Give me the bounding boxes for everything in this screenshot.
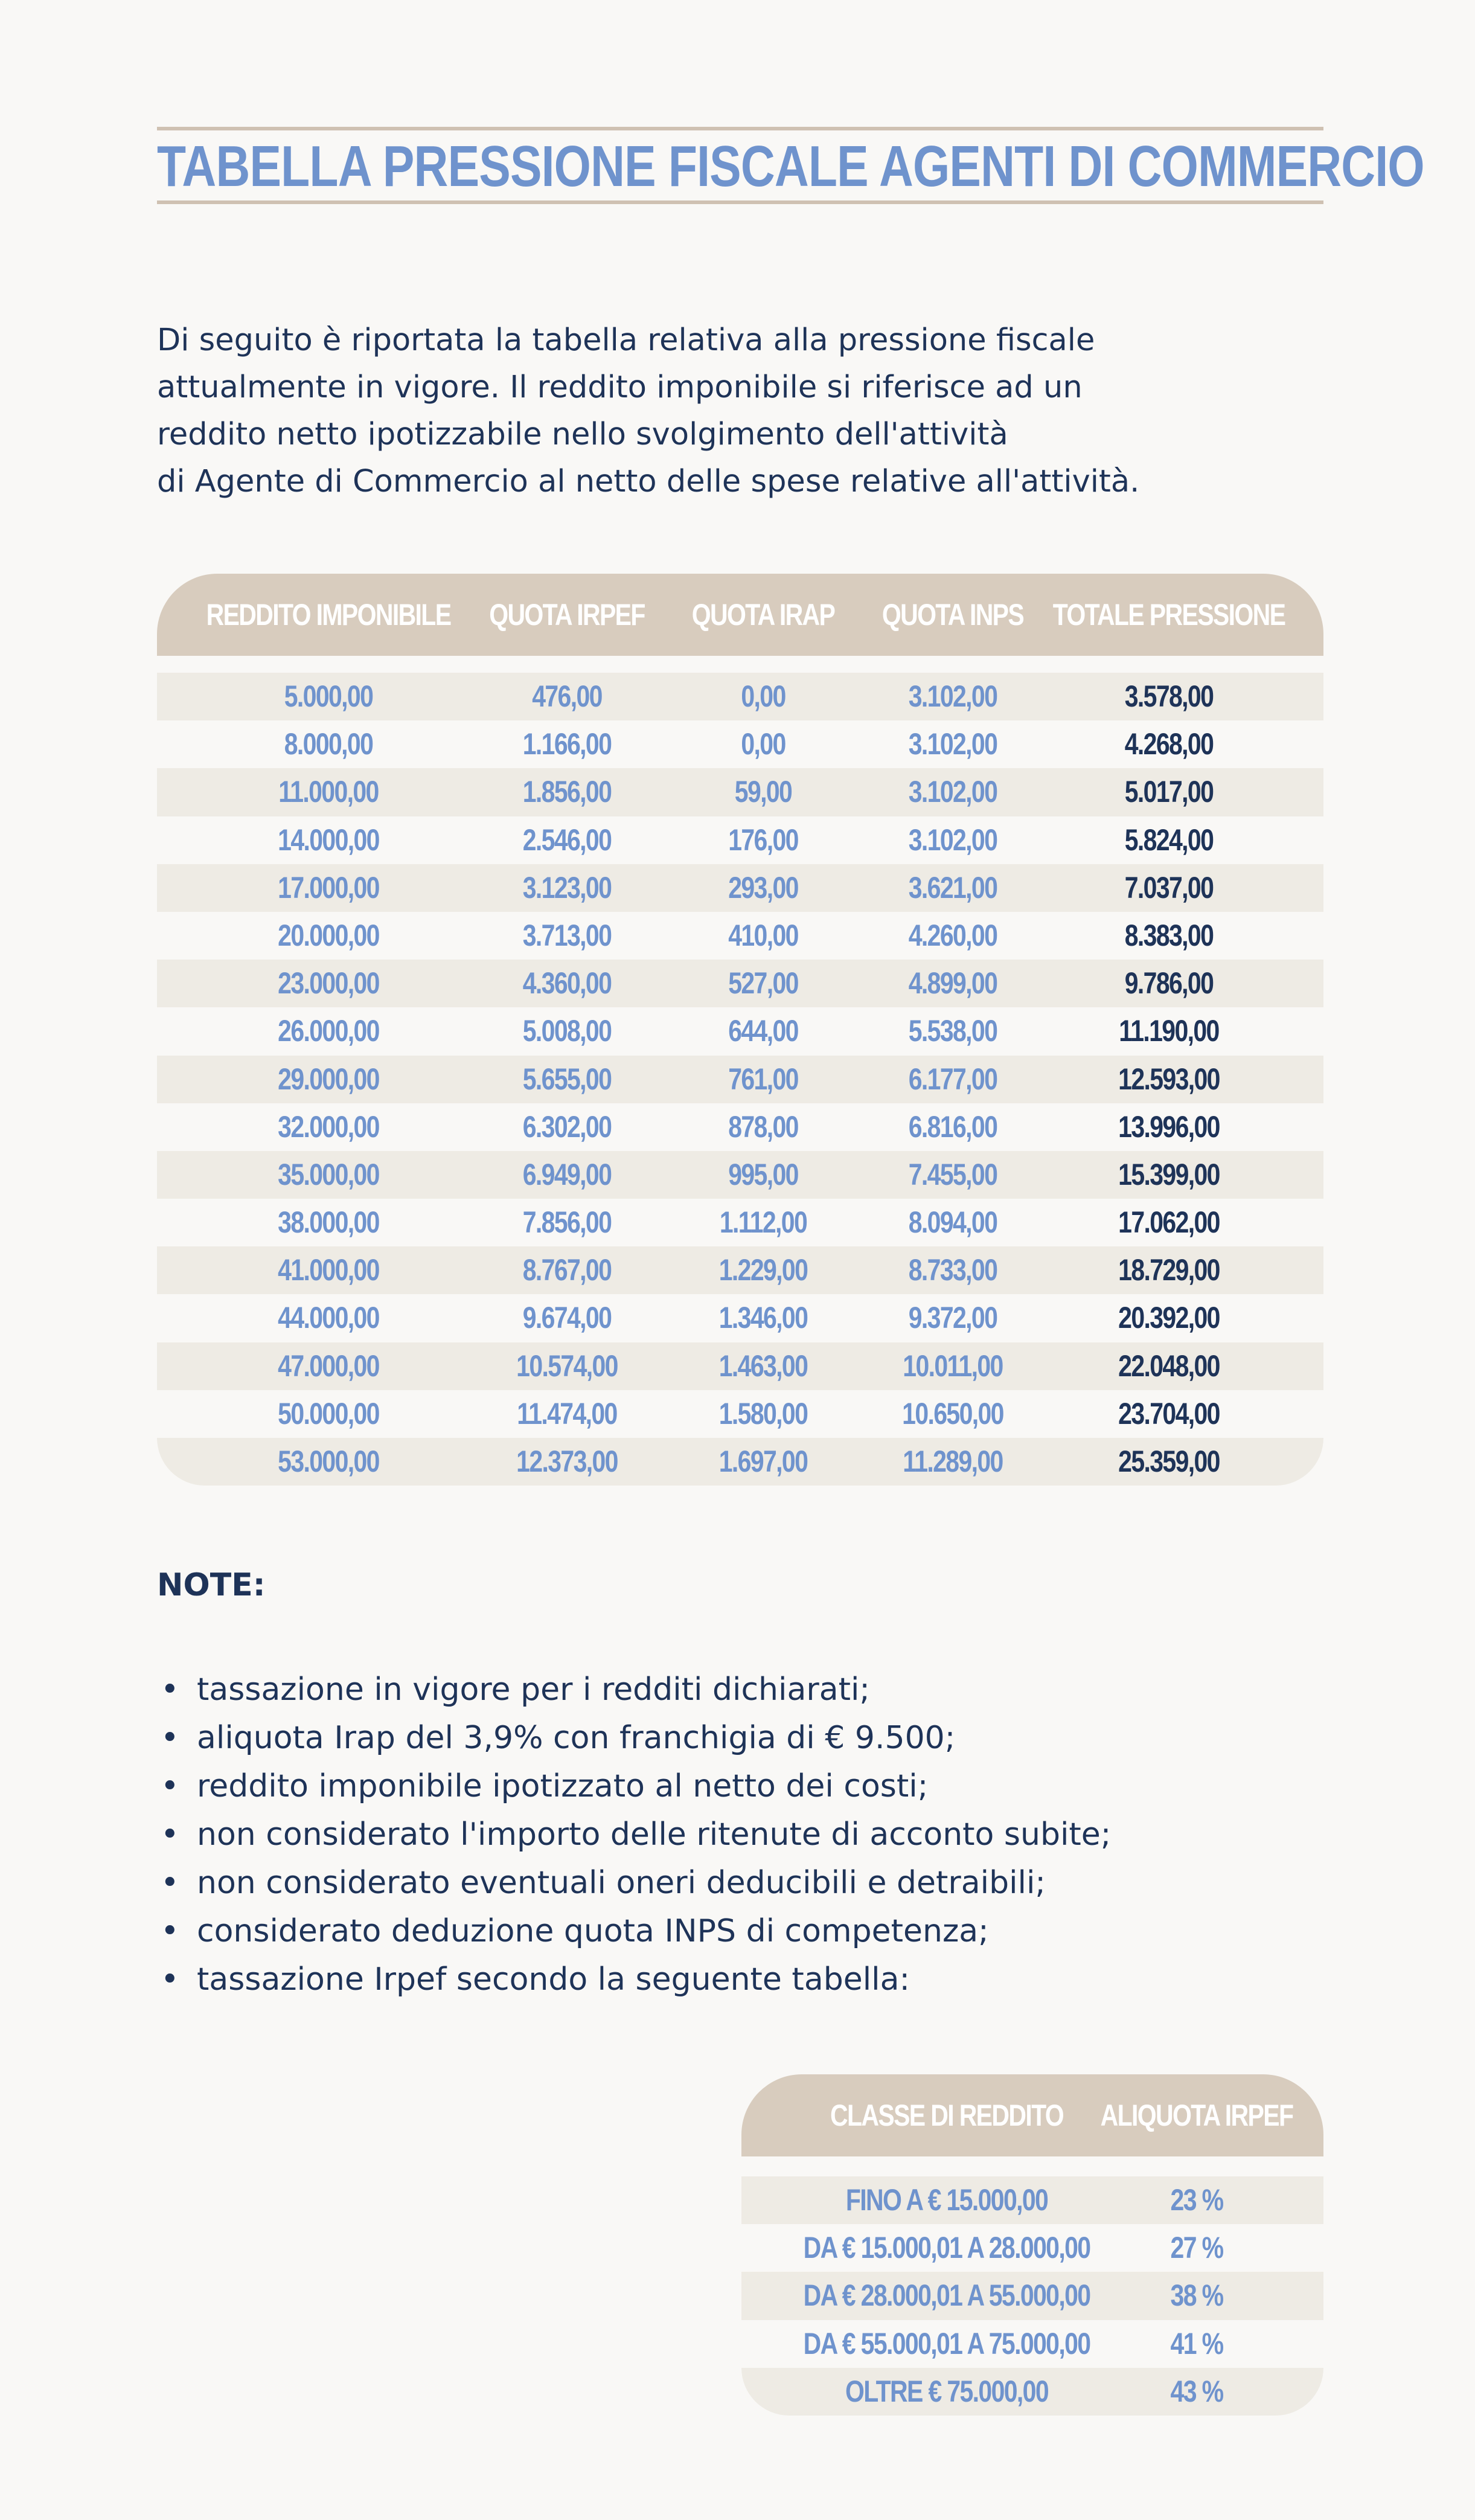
page-title: TABELLA PRESSIONE FISCALE AGENTI DI COMMERCIO [157,134,1424,199]
table-row [741,2368,1323,2416]
cell-irap: 1.580,00 [718,1396,808,1431]
note-text: non considerato l'importo delle ritenute di acconto subite; [197,1816,1112,1853]
cell-totale: 22.048,00 [1118,1348,1220,1383]
bullet-icon: • [161,1961,179,1998]
cell-totale: 4.268,00 [1124,727,1214,761]
cell-irpef: 4.360,00 [522,966,612,1001]
cell-reddito: 35.000,00 [278,1157,379,1191]
table-row [157,1294,1323,1342]
cell-totale: 23.704,00 [1118,1396,1220,1431]
col-header-aliquota: ALIQUOTA IRPEF [1100,2098,1293,2132]
cell-reddito: 53.000,00 [278,1444,379,1478]
cell-irap: 1.229,00 [718,1253,808,1287]
cell-classe: DA € 55.000,01 A 75.000,00 [803,2326,1090,2361]
table-row [157,673,1323,720]
cell-aliquota: 38 % [1170,2278,1223,2313]
note-item [157,1955,1111,2004]
cell-inps: 8.094,00 [908,1205,997,1240]
cell-inps: 11.289,00 [903,1444,1003,1478]
cell-inps: 5.538,00 [908,1014,997,1048]
cell-inps: 9.372,00 [908,1301,997,1335]
table-row [157,1151,1323,1199]
cell-irap: 0,00 [741,679,785,713]
note-item [157,1810,1111,1859]
table-row [157,816,1323,864]
cell-irpef: 7.856,00 [522,1205,612,1240]
intro-paragraph [157,317,1323,505]
col-header-classe: CLASSE DI REDDITO [830,2098,1063,2132]
bullet-icon: • [161,1816,179,1853]
intro-line: reddito netto ipotizzabile nello svolgimento dell'attività [157,417,1008,452]
col-header-inps: QUOTA INPS [881,598,1024,632]
cell-irpef: 1.856,00 [522,775,612,809]
note-item [157,1859,1111,1907]
cell-irpef: 476,00 [532,679,602,713]
cell-totale: 8.383,00 [1124,918,1214,952]
cell-inps: 4.260,00 [908,918,997,952]
col-header-irap: QUOTA IRAP [691,598,835,632]
cell-reddito: 38.000,00 [278,1205,379,1240]
cell-reddito: 29.000,00 [278,1062,379,1096]
cell-inps: 3.102,00 [908,822,997,857]
cell-reddito: 44.000,00 [278,1301,379,1335]
note-text: considerato deduzione quota INPS di competenza; [197,1913,989,1949]
cell-classe: DA € 28.000,01 A 55.000,00 [803,2278,1090,2313]
col-header-irpef: QUOTA IRPEF [489,598,645,632]
cell-irap: 1.697,00 [718,1444,808,1478]
cell-irap: 410,00 [728,918,798,952]
cell-inps: 8.733,00 [908,1253,997,1287]
irpef-table-header [741,2074,1323,2156]
cell-reddito: 11.000,00 [278,775,379,809]
table-row [157,960,1323,1007]
note-text: tassazione Irpef secondo la seguente tabella: [197,1961,910,1998]
cell-inps: 3.102,00 [908,727,997,761]
cell-totale: 3.578,00 [1124,679,1214,713]
cell-reddito: 47.000,00 [278,1348,379,1383]
table-row [741,2176,1323,2224]
note-item [157,1762,1111,1810]
notes-title: NOTE: [157,1567,266,1603]
cell-irap: 1.463,00 [718,1348,808,1383]
cell-aliquota: 27 % [1170,2231,1223,2265]
table-row [157,720,1323,768]
cell-inps: 6.816,00 [908,1109,997,1144]
note-item [157,1714,1111,1762]
cell-inps: 3.621,00 [908,870,997,905]
cell-aliquota: 23 % [1170,2183,1223,2217]
title-frame [157,127,1424,204]
tax-table-header [157,574,1323,656]
note-item [157,1907,1111,1955]
table-row [741,2224,1323,2272]
table-row [157,1246,1323,1294]
note-text: aliquota Irap del 3,9% con franchigia di € 9.500; [197,1720,956,1756]
cell-totale: 11.190,00 [1119,1014,1219,1048]
cell-irpef: 9.674,00 [522,1301,612,1335]
cell-reddito: 14.000,00 [278,822,379,857]
cell-totale: 5.824,00 [1124,822,1214,857]
cell-reddito: 26.000,00 [278,1014,379,1048]
cell-irap: 1.346,00 [718,1301,808,1335]
table-row [157,864,1323,912]
note-item [157,1666,1111,1714]
cell-irpef: 11.474,00 [517,1396,617,1431]
cell-irpef: 8.767,00 [522,1253,612,1287]
cell-irpef: 3.713,00 [522,918,612,952]
cell-inps: 3.102,00 [908,775,997,809]
table-row [157,1342,1323,1390]
col-header-reddito: REDDITO IMPONIBILE [206,598,451,632]
col-header-totale: TOTALE PRESSIONE [1052,598,1285,632]
cell-classe: OLTRE € 75.000,00 [845,2374,1048,2408]
cell-irap: 176,00 [728,822,798,857]
cell-irpef: 1.166,00 [522,727,612,761]
tax-table-body [157,673,1323,1486]
cell-totale: 9.786,00 [1124,966,1214,1001]
cell-reddito: 32.000,00 [278,1109,379,1144]
cell-reddito: 23.000,00 [278,966,379,1001]
cell-irpef: 5.655,00 [522,1062,612,1096]
cell-irpef: 5.008,00 [522,1014,612,1048]
cell-irap: 293,00 [728,870,798,905]
table-row [157,1438,1323,1486]
cell-irpef: 6.302,00 [522,1109,612,1144]
notes-list [157,1666,1111,2004]
cell-totale: 13.996,00 [1118,1109,1220,1144]
note-text: tassazione in vigore per i redditi dichiarati; [197,1672,870,1708]
table-row [157,1056,1323,1103]
cell-totale: 7.037,00 [1124,870,1214,905]
bullet-icon: • [161,1720,179,1756]
cell-irpef: 3.123,00 [522,870,612,905]
cell-reddito: 20.000,00 [278,918,379,952]
cell-totale: 12.593,00 [1118,1062,1220,1096]
cell-irap: 59,00 [734,775,792,809]
irpef-table-body [741,2176,1323,2416]
note-text: reddito imponibile ipotizzato al netto dei costi; [197,1768,929,1804]
cell-inps: 10.011,00 [903,1348,1003,1383]
cell-reddito: 41.000,00 [278,1253,379,1287]
cell-inps: 3.102,00 [908,679,997,713]
cell-inps: 10.650,00 [902,1396,1003,1431]
cell-inps: 6.177,00 [908,1062,997,1096]
cell-reddito: 5.000,00 [284,679,373,713]
cell-reddito: 17.000,00 [278,870,379,905]
table-row [157,912,1323,960]
cell-reddito: 8.000,00 [284,727,373,761]
cell-totale: 20.392,00 [1118,1301,1220,1335]
cell-irpef: 10.574,00 [516,1348,618,1383]
cell-irpef: 2.546,00 [522,822,612,857]
intro-line: attualmente in vigore. Il reddito imponibile si riferisce ad un [157,370,1083,405]
cell-aliquota: 43 % [1170,2374,1223,2408]
cell-totale: 25.359,00 [1118,1444,1220,1478]
bullet-icon: • [161,1672,179,1708]
table-row [157,1007,1323,1055]
table-row [741,2272,1323,2320]
cell-irpef: 12.373,00 [516,1444,618,1478]
cell-totale: 18.729,00 [1118,1253,1220,1287]
cell-aliquota: 41 % [1170,2326,1223,2361]
cell-totale: 15.399,00 [1118,1157,1220,1191]
table-row [157,1103,1323,1151]
cell-totale: 17.062,00 [1118,1205,1220,1240]
cell-inps: 4.899,00 [908,966,997,1001]
table-row [741,2320,1323,2368]
table-row [157,768,1323,816]
cell-irap: 761,00 [728,1062,798,1096]
cell-irap: 644,00 [728,1014,798,1048]
table-row [157,1390,1323,1438]
cell-irap: 527,00 [728,966,798,1001]
intro-line: Di seguito è riportata la tabella relativa alla pressione fiscale [157,322,1095,358]
cell-irap: 878,00 [728,1109,798,1144]
cell-totale: 5.017,00 [1124,775,1214,809]
bullet-icon: • [161,1768,179,1804]
intro-line: di Agente di Commercio al netto delle spese relative all'attività. [157,464,1140,499]
cell-reddito: 50.000,00 [278,1396,379,1431]
cell-irap: 1.112,00 [719,1205,807,1240]
cell-classe: FINO A € 15.000,00 [845,2183,1048,2217]
cell-irap: 995,00 [728,1157,798,1191]
note-text: non considerato eventuali oneri deducibili e detraibili; [197,1865,1046,1901]
bullet-icon: • [161,1913,179,1949]
cell-inps: 7.455,00 [908,1157,997,1191]
table-row [157,1199,1323,1246]
cell-irpef: 6.949,00 [522,1157,612,1191]
cell-irap: 0,00 [741,727,785,761]
bullet-icon: • [161,1865,179,1901]
cell-classe: DA € 15.000,01 A 28.000,00 [803,2231,1090,2265]
